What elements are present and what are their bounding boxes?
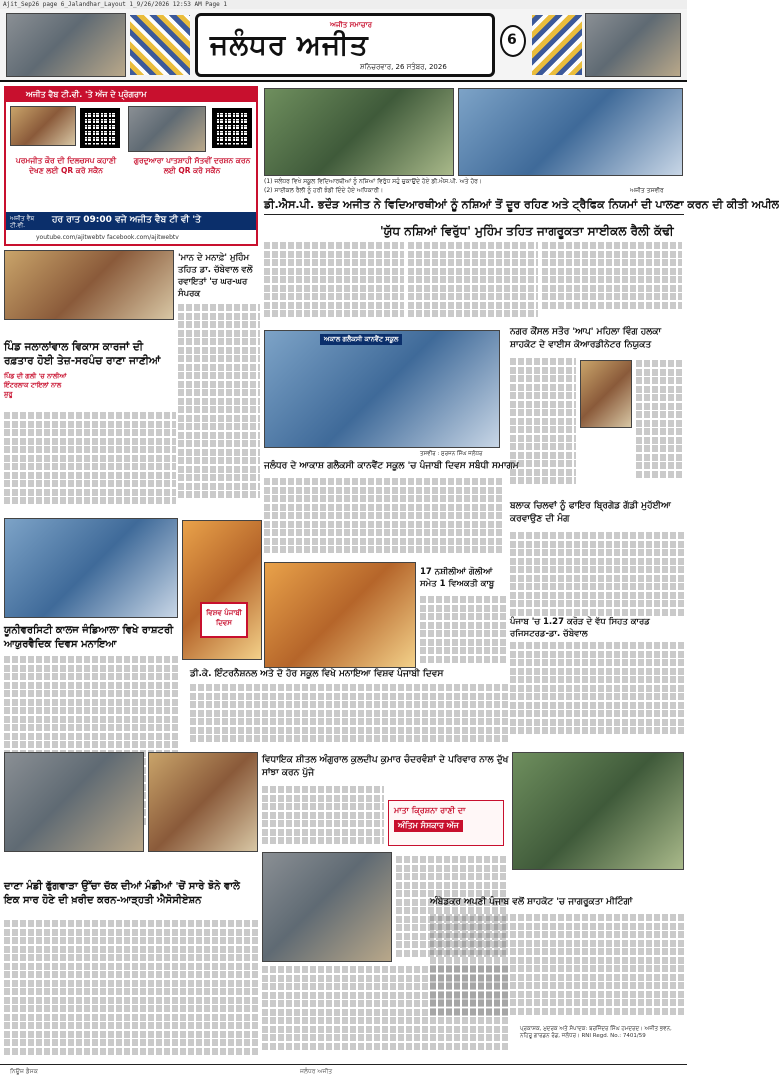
page-number: 6 <box>507 32 517 48</box>
masthead-left-photo <box>6 13 126 77</box>
promo1-qr-code[interactable] <box>80 108 120 148</box>
body-17 <box>420 596 506 668</box>
body-nagar <box>510 358 576 488</box>
photo-meeting <box>262 852 392 962</box>
obit-subtitle: ਅੰਤਿਮ ਸੰਸਕਾਰ ਅੱਜ <box>394 820 463 832</box>
headline-univ: ਯੂਨੀਵਰਸਿਟੀ ਕਾਲਜ ਜੰਡਿਆਲਾ ਵਿਖੇ ਰਾਸ਼ਟਰੀ ਆਯੁਰਵੈਦਿਕ ਦਿਵਸ ਮਨਾਇਆ <box>4 625 174 650</box>
body-127 <box>510 642 684 734</box>
masthead-right-photo <box>585 13 681 77</box>
photo-group-mid <box>148 752 258 852</box>
footer-center: ਜਲੰਧਰ ਅਜੀਤ <box>300 1068 333 1075</box>
promo2-text: ਗੁਰਦੁਆਰਾ ਪਾਤਸ਼ਾਹੀ ਸੱਤਵੀਂ ਦਰਸ਼ਨ ਕਰਨ ਲਈ QR ਕਰੋ ਸਕੈਨ <box>133 156 251 175</box>
body-rally-1 <box>408 242 538 322</box>
imprint: ਪ੍ਰਕਾਸ਼ਕ, ਮੁਦਰਕ ਅਤੇ ਸੰਪਾਦਕ: ਬਰਜਿੰਦਰ ਸਿੰਘ ਹਮਦਰਦ। ਅਜੀਤ ਭਵਨ, ਨਹਿਰੂ ਗਾਰਡਨ ਰੋਡ, ਜਲੰਧਰ। RNI Regd. No.: 7401/59 <box>520 1026 672 1039</box>
headline-pind: ਪਿੰਡ ਜਲਾਲਾਂਵਾਲ ਵਿਕਾਸ ਕਾਰਜਾਂ ਦੀ ਰਫ਼ਤਾਰ ਹੋਈ ਤੇਜ਼-ਸਰਪੰਚ ਰਾਣਾ ਜਾਣੀਆਂ <box>4 341 161 367</box>
tv-time-line: ਹਰ ਰਾਤ 09:00 ਵਜੇ ਅਜੀਤ ਵੈਬ ਟੀ ਵੀ 'ਤੇ <box>52 215 201 225</box>
body-dsp <box>264 242 404 322</box>
promo2-photo <box>128 106 206 152</box>
rule-dsp <box>264 214 684 215</box>
headline-school: ਜਲੰਧਰ ਦੇ ਆਕਾਸ਼ ਗਲੈਕਸੀ ਕਾਨਵੈਂਟ ਸਕੂਲ 'ਚ ਪੰਜਾਬੀ ਦਿਵਸ ਸਬੰਧੀ ਸਮਾਗਮ <box>264 461 519 471</box>
promo1-photo <box>10 106 76 146</box>
body-dana <box>4 920 258 1060</box>
body-balak <box>510 532 596 614</box>
masthead-ornament <box>130 15 190 75</box>
headline-dsp: ਡੀ.ਐਸ.ਪੀ. ਭਦੌੜ ਅਜੀਤ ਨੇ ਵਿਦਿਆਰਥੀਆਂ ਨੂੰ ਨਸ਼ਿਆਂ ਤੋਂ ਦੂਰ ਰਹਿਣ ਅਤੇ ਟ੍ਰੈਫਿਕ ਨਿਯਮਾਂ ਦੀ ਪਾਲਣਾ ਕਰਨ ਦੀ ਕੀਤੀ ਅਪੀਲ <box>264 198 779 211</box>
masthead-small-label: ਅਜੀਤ ਸਮਾਚਾਰ <box>330 21 372 29</box>
headline-ambedkar: ਅੰਬੇਡਕਰ ਅਪਣੀ ਪੰਜਾਬ ਵਲੋਂ ਸ਼ਾਹਕੋਟ 'ਚ ਜਾਗਰੂਕਤਾ ਮੀਟਿੰਗਾਂ <box>430 897 633 907</box>
promo1-text: ਪਰਮਜੀਤ ਕੌਰ ਦੀ ਦਿਲਚਸਪ ਕਹਾਣੀ ਦੇਖਣ ਲਈ QR ਕਰੋ ਸਕੈਨ <box>15 156 117 175</box>
headline-balak: ਬਲਾਕ ਚਿਲਵਾਂ ਨੂੰ ਫਾਇਰ ਬ੍ਰਿਗੇਡ ਗੱਡੀ ਮੁਹੱਈਆ ਕਰਵਾਉਣ ਦੀ ਮੰਗ <box>510 501 671 524</box>
tv-promo-box <box>4 86 258 246</box>
body-dk <box>190 684 508 744</box>
headline-127: ਪੰਜਾਬ 'ਚ 1.27 ਕਰੋੜ ਦੇ ਵੱਧ ਸਿਹਤ ਕਾਰਡ ਰਜਿਸਟਰਡ-ਡਾ. ਚੱਬੇਵਾਲ <box>510 617 650 639</box>
photo-nagar-portrait <box>580 360 632 428</box>
masthead <box>0 9 687 82</box>
obit-title: ਮਾਤਾ ਕ੍ਰਿਸ਼ਨਾ ਰਾਣੀ ਦਾ <box>394 806 466 815</box>
tree-board-text: ਵਿਸ਼ਵ ਪੰਜਾਬੀ ਦਿਵਸ <box>206 609 242 627</box>
tv-brand-small: ਅਜੀਤ ਵੈਬ ਟੀ.ਵੀ. <box>10 215 35 229</box>
top-caption-left: (1) ਜਲੰਧਰ ਵਿਖੇ ਸਕੂਲ ਵਿਦਿਆਰਥੀਆਂ ਨੂੰ ਨਸ਼ਿਆਂ ਵਿਰੁੱਧ ਸਹੁੰ ਚੁਕਾਉਂਦੇ ਹੋਏ ਡੀ.ਐਸ.ਪੀ. ਅਤੇ ਹੋਰ। <box>264 178 482 185</box>
headline-rally: 'ਯੁੱਧ ਨਸ਼ਿਆਂ ਵਿਰੁੱਧ' ਮੁਹਿੰਮ ਤਹਿਤ ਜਾਗਰੂਕਤਾ ਸਾਈਕਲ ਰੈਲੀ ਕੱਢੀ <box>380 224 674 238</box>
footer-left: ਨਿਊਜ਼ ਡੈਸਕ <box>10 1068 38 1075</box>
top-caption-right: (2) ਸਾਈਕਲ ਰੈਲੀ ਨੂੰ ਹਰੀ ਝੰਡੀ ਦਿੰਦੇ ਹੋਏ ਅਧਿਕਾਰੀ। <box>264 187 384 194</box>
body-rally-2 <box>542 242 682 312</box>
body-school <box>264 478 504 556</box>
photo-group-left <box>4 752 144 852</box>
photo-group-right <box>512 752 684 870</box>
photo-school <box>264 330 500 448</box>
headline-maan: 'ਮਾਨ ਦੇ ਮਨਾਫ਼ੇ' ਮੁਹਿੰਮ ਤਹਿਤ ਡਾ. ਚੱਬੇਵਾਲ ਵਲੋਂ ਰਵਾਇਤਾਂ 'ਚ ਘਰ-ਘਰ ਸੰਪਰਕ <box>178 253 253 299</box>
headline-17: 17 ਨਸ਼ੀਲੀਆਂ ਗੋਲੀਆਂ ਸਮੇਤ 1 ਵਿਅਕਤੀ ਕਾਬੂ <box>420 567 495 589</box>
headline-nagar: ਨਗਰ ਕੌਂਸਲ ਸਤੌਰ 'ਆਪ' ਮਹਿਲਾ ਵਿੰਗ ਹਲਕਾ ਸ਼ਾਹਕੋਟ ਦੇ ਵਾਈਸ ਕੋਆਰਡੀਨੇਟਰ ਨਿਯੁਕਤ <box>510 327 662 350</box>
top-photo-2 <box>458 88 683 176</box>
body-balak-2 <box>598 532 684 614</box>
tv-promo-header: ਅਜੀਤ ਵੈਬ ਟੀ.ਵੀ. 'ਤੇ ਅੱਜ ਦੇ ਪ੍ਰੋਗਰਾਮ <box>26 90 147 99</box>
top-caption-credit: ਅਜੀਤ ਤਸਵੀਰ <box>630 187 664 194</box>
credit-school: ਤਸਵੀਰ : ਸੁਰਜਨ ਸਿੰਘ ਜਲੰਧਰ <box>420 451 483 457</box>
body-ambedkar <box>430 914 684 1024</box>
kicker-pind: ਪਿੰਡ ਦੀ ਗਲੀ 'ਚ ਨਾਲੀਆਂ ਇੰਟਰਲਾਕ ਟਾਇਲਾਂ ਨਾਲ ਸ਼ੁਰੂ <box>4 372 67 398</box>
footer-rule <box>0 1064 687 1065</box>
body-nagar-2 <box>636 360 684 490</box>
school-sign: ਅਕਾਲ ਗਲੈਕਸੀ ਕਾਨਵੈਂਟ ਸਕੂਲ <box>320 334 402 345</box>
body-pind <box>4 412 176 512</box>
masthead-date: ਸ਼ਨਿਚਰਵਾਰ, 26 ਸਤੰਬਰ, 2026 <box>360 63 447 71</box>
headline-dk: ਡੀ.ਕੇ. ਇੰਟਰਨੈਸ਼ਨਲ ਅਤੇ ਦੋ ਹੋਰ ਸਕੂਲ ਵਿਖੇ ਮਨਾਇਆ ਵਿਸ਼ਵ ਪੰਜਾਬੀ ਦਿਵਸ <box>190 669 444 679</box>
headline-vidhaik: ਵਿਧਾਇਕ ਸ਼ੀਤਲ ਅੰਗੁਰਾਲ ਕੁਲਦੀਪ ਕੁਮਾਰ ਚੰਦਰਵੰਸ਼ਾਂ ਦੇ ਪਰਿਵਾਰ ਨਾਲ ਦੁੱਖ ਸਾਂਝਾ ਕਰਨ ਪੁੱਜੇ <box>262 755 509 778</box>
tv-social-links[interactable]: youtube.com/ajitwebtv facebook.com/ajitwebtv <box>36 234 179 241</box>
masthead-title: ਜਲੰਧਰ ਅਜੀਤ <box>210 28 369 61</box>
photo-tree-board <box>182 520 262 660</box>
photo-pind <box>4 250 174 320</box>
photo-kids <box>264 562 416 668</box>
print-strip: Ajit_Sep26 page 6_Jalandhar_Layout 1_9/26/2026 12:53 AM Page 1 <box>0 0 687 9</box>
top-photo-1 <box>264 88 454 176</box>
promo2-qr-code[interactable] <box>212 108 252 148</box>
photo-univ <box>4 518 178 618</box>
headline-dana: ਦਾਣਾ ਮੰਡੀ ਫੁੱਗਵਾੜਾ ਉੱਚਾ ਚੱਕ ਦੀਆਂ ਮੰਡੀਆਂ 'ਚੋਂ ਸਾਰੇ ਝੋਨੇ ਵਾਲੇ ਇਕ ਸਾਰ ਹੋਣੇ ਦੀ ਖ਼ਰੀਦ ਕਰਨ-ਆੜ੍ਹਤੀ ਐਸੋਸੀਏਸ਼ਨ <box>4 881 240 906</box>
body-maan <box>178 304 260 519</box>
masthead-ornament-right <box>532 15 582 75</box>
body-vidhaik <box>262 786 384 846</box>
